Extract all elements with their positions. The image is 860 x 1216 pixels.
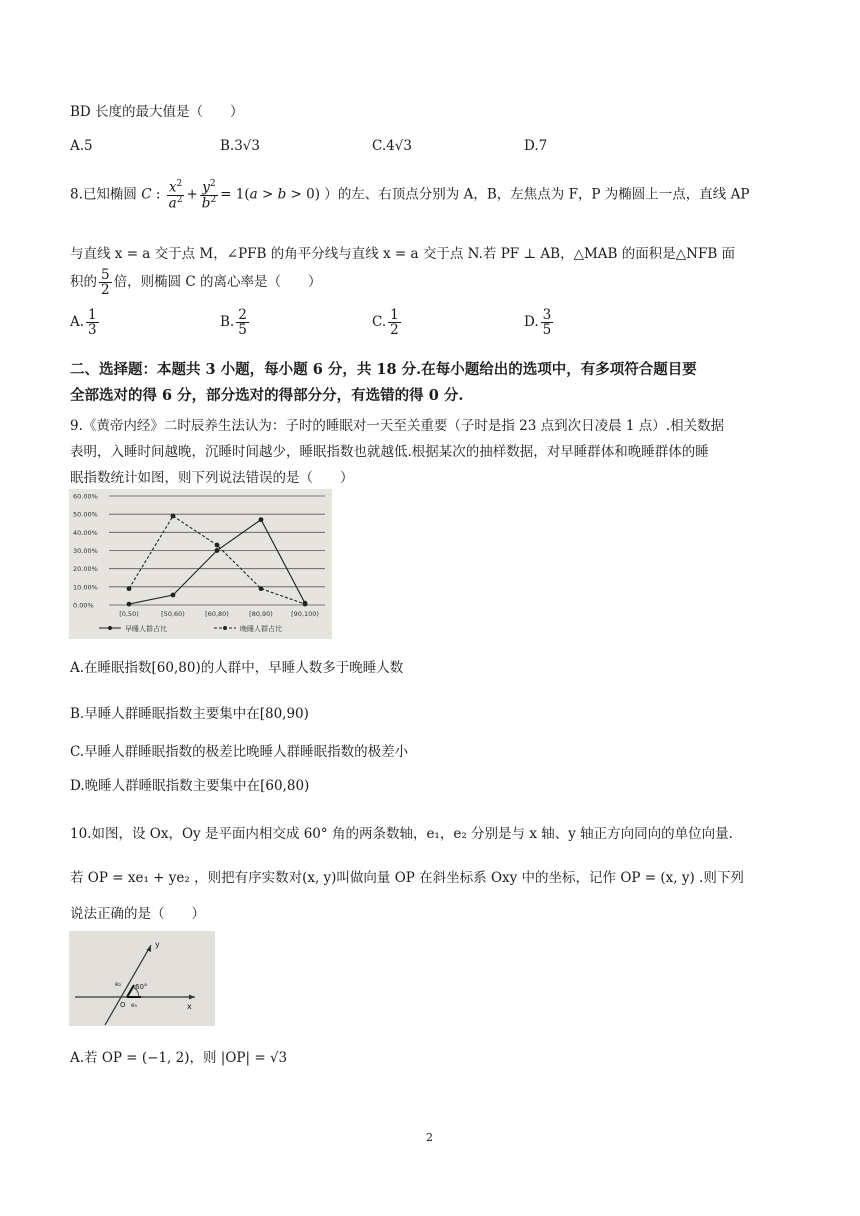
y-tick-label: 20.00% [73,565,98,574]
q10-line1: 10.如图，设 Ox，Oy 是平面内相交成 60° 角的两条数轴，e₁，e₂ 分别是与 x 轴、y 轴正方向同向的单位向量. [70,826,733,842]
e2-vector [127,985,134,997]
q7-stem-tail: BD 长度的最大值是（ ） [70,104,244,120]
x-axis-arrow-icon [189,995,195,1000]
q10-oblique-axes-figure [69,931,215,1026]
data-point [215,543,220,548]
sleep-index-line-chart [69,489,332,639]
q9-line3: 眠指数统计如图，则下列说法错误的是（ ） [70,470,354,486]
data-point [127,586,132,591]
y-tick-label: 50.00% [73,510,98,519]
x-tick-label: [90,100) [291,610,319,618]
q8-option-a: A. $\frac{1}{3}$ [70,307,97,339]
section-heading-line2: 全部选对的得 6 分，部分选对的得部分分，有选错的得 0 分. [70,387,464,404]
data-point [259,586,264,591]
x-label: x [187,1002,192,1011]
q8-option-c: C. $\frac{1}{2}$ [372,307,399,339]
data-point [127,602,132,607]
q8-line1: 8.已知椭圆 C : $\frac{x^2}{a^2}$ + $\frac{y^2}{b^2}$ = 1(a > b > 0) ）的左、右顶点分别为 A，B，左焦点为 F，P 为椭圆上一点，直线 AP [70,179,750,212]
q7-option-a: A.5 [70,138,93,154]
q9-option-c: C.早睡人群睡眠指数的极差比晚睡人群睡眠指数的极差小 [70,744,409,760]
section-heading-line1: 二、选择题：本题共 3 小题，每小题 6 分，共 18 分.在每小题给出的选项中，有多项符合题目要 [70,361,697,378]
data-point [171,514,176,519]
q9-line2: 表明，入睡时间越晚，沉睡时间越少，睡眠指数也就越低.根据某次的抽样数据，对早睡群体和晚睡群体的睡 [70,444,709,460]
legend-marker [223,626,227,630]
q7-option-b: B.3√3 [220,138,260,154]
x-tick-label: [0,50) [119,610,139,618]
q8-option-b: B. $\frac{2}{5}$ [220,307,247,339]
legend-label: 早睡人群占比 [125,625,167,633]
e2-label: e₂ [115,981,122,988]
y-tick-label: 40.00% [73,528,98,537]
x-tick-label: [80,90) [249,610,273,618]
y-label: y [155,940,160,949]
q9-option-a: A.在睡眠指数[60,80)的人群中，早睡人数多于晚睡人数 [70,660,404,676]
q8-option-d: D. $\frac{3}{5}$ [524,307,552,339]
y-tick-label: 10.00% [73,583,98,592]
q10-line2: 若 OP = xe₁ + ye₂ ，则把有序实数对(x, y)叫做向量 OP 在斜坐标系 Oxy 中的坐标，记作 OP = (x, y) .则下列 [70,870,744,886]
y-tick-label: 60.00% [73,492,98,501]
x-tick-label: [50,60) [161,610,185,618]
legend-marker [108,626,112,630]
legend-label: 晚睡人群占比 [240,625,282,633]
q8-line2: 与直线 x = a 交于点 M，∠PFB 的角平分线与直线 x = a 交于点 N.若 PF ⊥ AB，△MAB 的面积是△NFB 面 [70,246,736,262]
q9-option-b: B.早睡人群睡眠指数主要集中在[80,90) [70,706,309,722]
data-point [259,517,264,522]
q8-fraction-5-2: $\frac{5}{2}$ [101,267,110,299]
angle-label: 60° [135,983,148,991]
x-tick-label: [60,80) [205,610,229,618]
q7-option-d: D.7 [524,138,548,154]
q10-line3: 说法正确的是（ ） [70,906,205,922]
q8-line3: 积的 $\frac{5}{2}$ 倍，则椭圆 C 的离心率是（ ） [70,267,322,299]
data-point [171,593,176,598]
series-line-late-sleep [129,516,305,604]
origin-label: O [120,1001,126,1009]
q8-fraction-x: $\frac{x^2}{a^2}$ [168,179,183,212]
data-point [303,602,308,607]
q9-option-d: D.晚睡人群睡眠指数主要集中在[60,80) [70,778,310,794]
e1-label: e₁ [131,1002,138,1009]
q7-option-c: C.4√3 [372,138,412,154]
y-tick-label: 30.00% [73,547,98,555]
page-number: 2 [426,1131,433,1144]
q9-line1: 9.《黄帝内经》二时辰养生法认为：子时的睡眠对一天至关重要（子时是指 23 点到次日凌晨 1 点）.相关数据 [70,418,725,434]
q8-fraction-y: $\frac{y^2}{b^2}$ [201,179,217,212]
data-point [215,548,220,553]
q10-option-a: A.若 OP = (−1, 2)，则 |OP| = √3 [70,1050,288,1066]
y-tick-label: 0.00% [73,601,94,610]
q9-chart-photo [69,489,332,639]
